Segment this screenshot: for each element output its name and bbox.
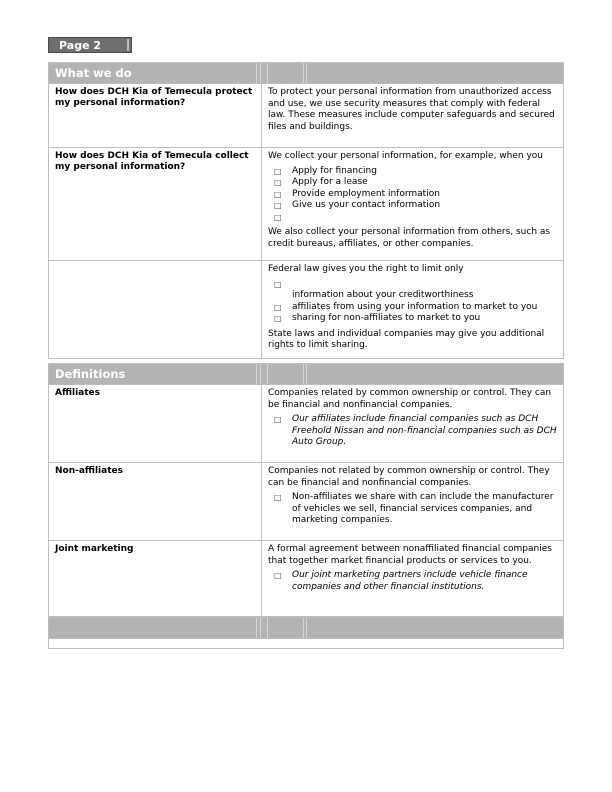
table-row <box>49 83 563 147</box>
checkbox-icon: □ <box>274 571 282 580</box>
question-cell <box>49 261 262 358</box>
list-item: □ Provide employment information <box>274 188 440 199</box>
what-we-do-table <box>48 62 564 359</box>
question-cell: How does DCH Kia of Temecula protect my personal information? <box>49 84 262 147</box>
term-cell: Non-affiliates <box>49 463 262 540</box>
list-item: □ Our joint marketing partners include vehicle finance companies and other financial institutions. <box>274 570 528 592</box>
answer-intro: Federal law gives you the right to limit only <box>268 264 464 274</box>
other-info-table <box>48 617 564 649</box>
collection-list <box>268 166 557 224</box>
example-list <box>268 492 557 527</box>
checkbox-icon: □ <box>274 279 282 289</box>
section-heading-what-we-do <box>49 63 563 83</box>
list-item: □ sharing for non-affiliates to market to you <box>274 313 481 323</box>
answer-cell <box>262 261 563 358</box>
answer-intro: We collect your personal information, for example, when you <box>268 151 543 161</box>
checkbox-icon: □ <box>274 166 282 176</box>
example-list <box>268 414 557 449</box>
table-row <box>49 260 563 358</box>
definitions-table <box>48 363 564 617</box>
term-cell: Joint marketing <box>49 541 262 616</box>
list-item <box>268 212 557 224</box>
checkbox-icon: □ <box>274 314 282 323</box>
answer-cell <box>262 148 563 260</box>
table-row <box>49 638 563 648</box>
limit-list <box>268 279 557 325</box>
list-item: □ Non-affiliates we share with can include the manufacturer of vehicles we sell, financial services companies, and marketing companies. <box>274 492 554 525</box>
list-item: □ Apply for a lease <box>274 177 368 187</box>
answer-outro: We also collect your personal information from others, such as credit bureaus, affiliates, or other companies. <box>268 227 551 249</box>
definition-cell <box>262 541 563 616</box>
table-row <box>49 147 563 260</box>
checkbox-icon: □ <box>274 178 282 187</box>
checkbox-icon: □ <box>274 212 282 222</box>
definition-text: Companies not related by common ownership or control. They can be financial and nonfinancial companies. <box>268 466 550 488</box>
term-cell: Affiliates <box>49 385 262 462</box>
definition-text: A formal agreement between nonaffiliated financial companies that together market financial products or services to you. <box>268 544 552 566</box>
checkbox-icon: □ <box>274 189 282 199</box>
definition-cell <box>262 463 563 540</box>
definition-text: Companies related by common ownership or control. They can be financial and nonfinancial companies. <box>268 388 552 410</box>
list-item: information about your creditworthiness <box>292 290 474 300</box>
checkbox-icon: □ <box>274 493 282 502</box>
table-row <box>49 462 563 540</box>
section-heading-other-info <box>49 618 563 638</box>
page-label: Page 2 <box>48 37 132 53</box>
checkbox-icon: □ <box>274 302 282 312</box>
list-item: □ Give us your contact information <box>274 200 441 210</box>
section-title: Definitions <box>55 367 126 381</box>
table-row <box>49 540 563 616</box>
table-row <box>49 384 563 462</box>
list-item: □ Our affiliates include financial companies such as DCH Freehold Nissan and non-financial companies such as DCH Auto Group. <box>274 414 557 447</box>
list-item <box>268 279 557 291</box>
answer-cell <box>262 84 563 147</box>
section-heading-definitions <box>49 364 563 384</box>
answer-text: To protect your personal information from unauthorized access and use, we use security measures that comply with federal law. These measures include computer safeguards and secured files and buildings. <box>268 87 555 132</box>
answer-outro: State laws and individual companies may give you additional rights to limit sharing. <box>268 328 545 350</box>
list-item: □ affiliates from using your information to market to you <box>274 301 538 312</box>
checkbox-icon: □ <box>274 201 282 210</box>
section-title: What we do <box>55 66 132 80</box>
question-cell: How does DCH Kia of Temecula collect my personal information? <box>49 148 262 260</box>
definition-cell <box>262 385 563 462</box>
list-item: □ Apply for financing <box>274 165 377 176</box>
example-list <box>268 570 557 593</box>
other-info-body <box>49 639 563 648</box>
checkbox-icon: □ <box>274 415 282 424</box>
